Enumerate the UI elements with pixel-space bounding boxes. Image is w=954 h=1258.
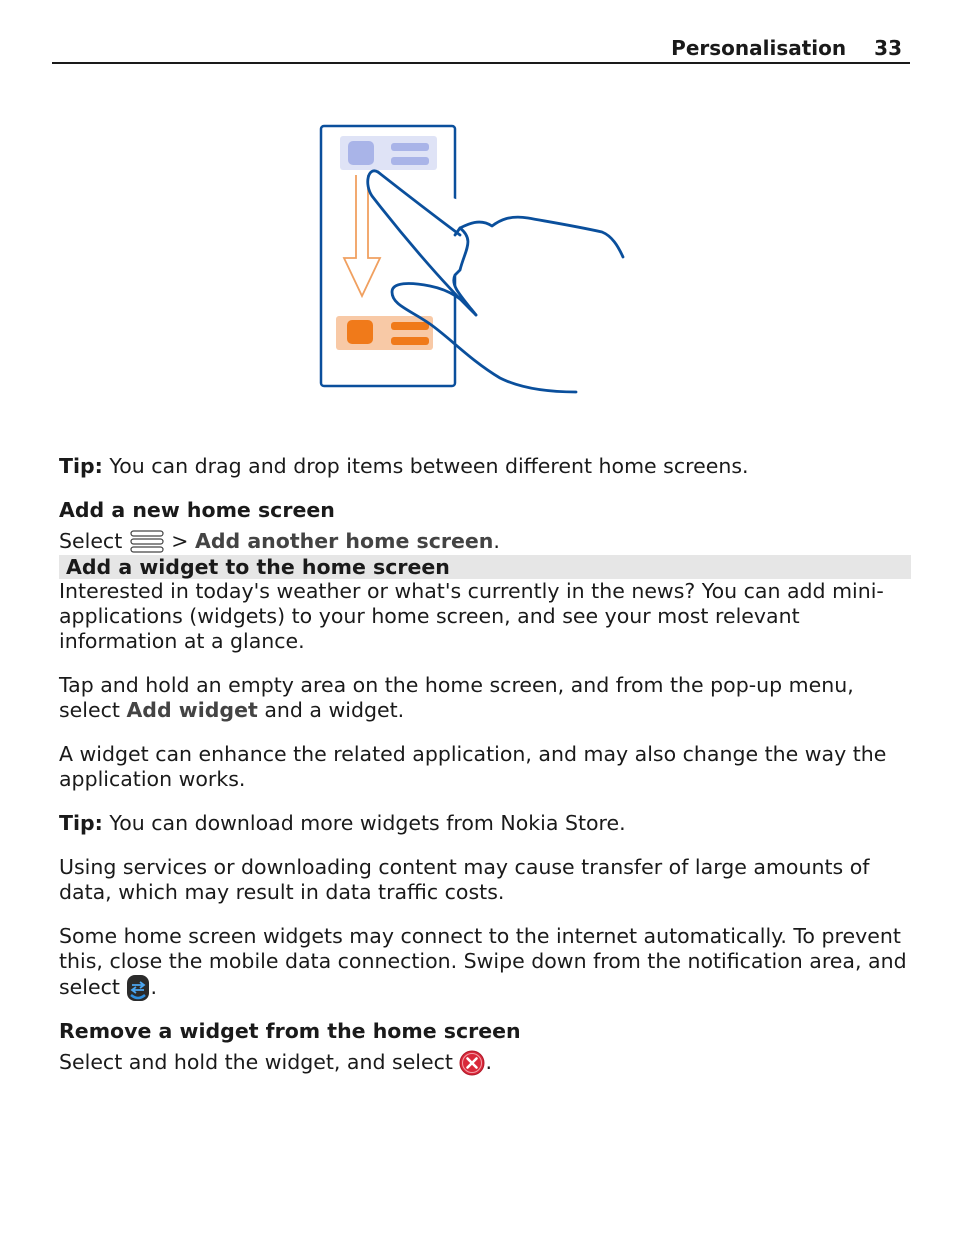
add-home-screen-heading: Add a new home screen <box>59 498 335 522</box>
add-home-screen-instruction <box>59 529 911 555</box>
menu-lines-icon <box>129 529 165 555</box>
header-section-title: Personalisation <box>671 36 847 60</box>
mobile-data-icon <box>126 974 150 1002</box>
select-word: Select <box>59 529 123 553</box>
add-another-home-screen-option: Add another home screen <box>195 529 494 553</box>
sentence-end: . <box>485 1050 492 1074</box>
widget-enhance-paragraph: A widget can enhance the related application, and may also change the way the application works. <box>59 742 887 791</box>
menu-separator: > <box>164 529 195 553</box>
tip-text: You can download more widgets from Nokia Store. <box>102 811 626 835</box>
page-header <box>52 36 910 64</box>
tip-drag-drop <box>59 454 911 479</box>
data-cost-paragraph: Using services or downloading content may cause transfer of large amounts of data, which may result in data traffic costs. <box>59 855 870 904</box>
remove-widget-text: Select and hold the widget, and select <box>59 1050 460 1074</box>
auto-connect-paragraph <box>59 924 911 1002</box>
tip-text: You can drag and drop items between different home screens. <box>102 454 749 478</box>
remove-widget-heading: Remove a widget from the home screen <box>59 1019 521 1043</box>
target-widget <box>336 316 433 350</box>
add-widget-section-heading: Add a widget to the home screen <box>59 555 911 579</box>
page-content <box>59 454 911 1076</box>
add-widget-option: Add widget <box>126 698 258 722</box>
widget-intro-paragraph: Interested in today's weather or what's currently in the news? You can add mini-applications (widgets) to your home screen, and see your most relevant information at a glance. <box>59 579 884 653</box>
tip-nokia-store <box>59 811 911 836</box>
source-widget <box>340 136 437 170</box>
tip-label: Tip: <box>59 811 103 835</box>
auto-connect-text: Some home screen widgets may connect to the internet automatically. To prevent this, close the mobile data connection. Swipe down from the notification area, and select <box>59 924 907 999</box>
add-widget-text-post: and a widget. <box>257 698 405 722</box>
add-widget-instruction <box>59 673 911 723</box>
tip-label: Tip: <box>59 454 103 478</box>
sentence-end: . <box>150 975 157 999</box>
red-close-icon <box>459 1050 485 1076</box>
drag-widget-illustration <box>300 110 640 410</box>
add-widget-text-pre: Tap and hold an empty area on the home screen, and from the pop-up menu, select <box>59 673 854 722</box>
sentence-end: . <box>493 529 500 553</box>
remove-widget-instruction <box>59 1050 911 1076</box>
page-number: 33 <box>874 36 902 60</box>
